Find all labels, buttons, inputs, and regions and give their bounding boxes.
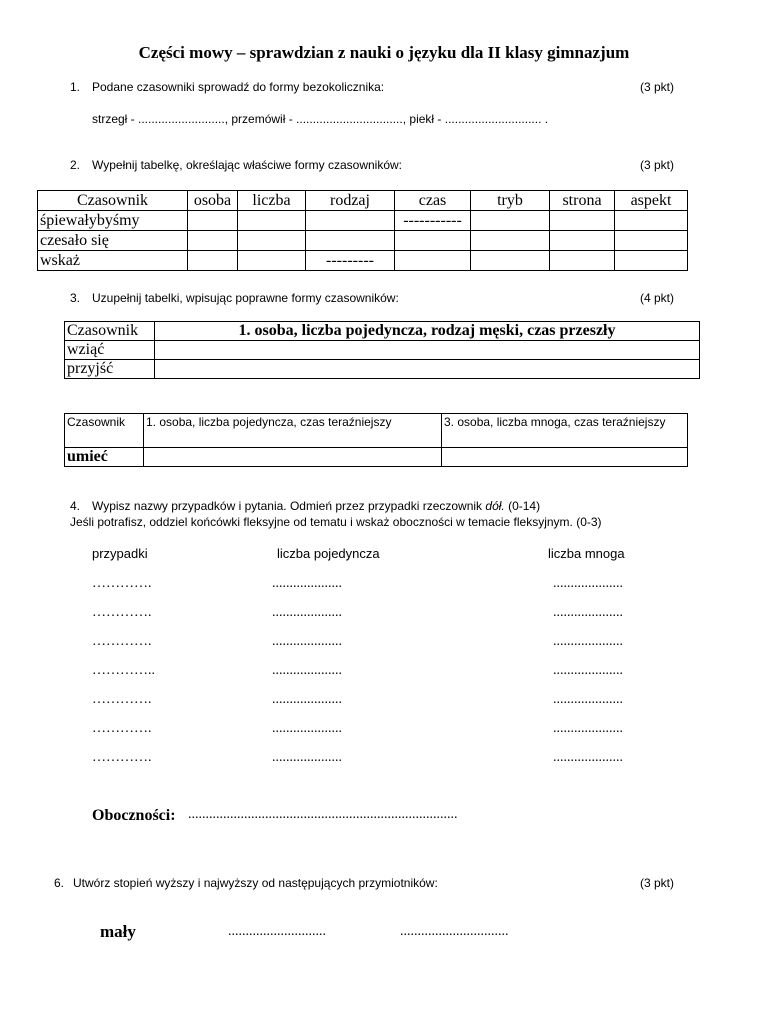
- column-header-cases: przypadki: [92, 546, 148, 561]
- singular-blank[interactable]: ....................: [272, 605, 342, 620]
- answer-cell[interactable]: [155, 360, 700, 379]
- case-blank[interactable]: …………..: [92, 663, 155, 678]
- table-header-row: [38, 191, 688, 211]
- plural-blank[interactable]: ....................: [553, 576, 623, 591]
- verb-cell: czesało się: [38, 231, 188, 251]
- table-header: czas: [395, 191, 471, 211]
- verb-cell: wziąć: [65, 341, 155, 360]
- q1-number: 1.: [70, 80, 81, 94]
- table-header: osoba: [188, 191, 238, 211]
- answer-cell[interactable]: [306, 231, 395, 251]
- table-row: [65, 341, 700, 360]
- table-header: tryb: [471, 191, 550, 211]
- answer-cell[interactable]: [395, 251, 471, 271]
- answer-cell[interactable]: [442, 448, 688, 467]
- verb-cell: umieć: [65, 448, 144, 467]
- answer-cell[interactable]: [550, 211, 615, 231]
- plural-blank[interactable]: ....................: [553, 634, 623, 649]
- case-blank[interactable]: ………….: [92, 634, 152, 649]
- answer-cell[interactable]: [306, 211, 395, 231]
- answer-cell[interactable]: [550, 251, 615, 271]
- answer-cell[interactable]: [188, 231, 238, 251]
- q3-instruction: Uzupełnij tabelki, wpisując poprawne formy czasowników:: [92, 291, 399, 305]
- q4-noun: dół.: [485, 499, 505, 513]
- table-header: 3. osoba, liczba mnoga, czas teraźniejszy: [442, 414, 688, 448]
- table-header: rodzaj: [306, 191, 395, 211]
- answer-cell[interactable]: [144, 448, 442, 467]
- table-header: Czasownik: [38, 191, 188, 211]
- table-header: Czasownik: [65, 322, 155, 341]
- table-header: 1. osoba, liczba pojedyncza, czas teraźniejszy: [144, 414, 442, 448]
- verb-cell: śpiewałybyśmy: [38, 211, 188, 231]
- singular-blank[interactable]: ....................: [272, 663, 342, 678]
- answer-cell[interactable]: [615, 231, 688, 251]
- blocked-cell: -----------: [395, 211, 471, 231]
- table-header: 1. osoba, liczba pojedyncza, rodzaj męski, czas przeszły: [155, 322, 700, 341]
- answer-cell[interactable]: [615, 251, 688, 271]
- q2-number: 2.: [70, 158, 81, 172]
- table-row: [38, 211, 688, 231]
- case-blank[interactable]: ………….: [92, 576, 152, 591]
- column-header-singular: liczba pojedyncza: [277, 546, 380, 561]
- case-blank[interactable]: ………….: [92, 692, 152, 707]
- verb-forms-table: [37, 190, 688, 271]
- singular-blank[interactable]: ....................: [272, 634, 342, 649]
- superlative-blank[interactable]: ...............................: [400, 924, 509, 939]
- case-blank[interactable]: ………….: [92, 721, 152, 736]
- answer-cell[interactable]: [615, 211, 688, 231]
- case-blank[interactable]: ………….: [92, 605, 152, 620]
- q6-number: 6.: [54, 876, 65, 890]
- q4-instruction-text: Wypisz nazwy przypadków i pytania. Odmień przez przypadki rzeczownik: [92, 499, 483, 513]
- blocked-cell: ---------: [306, 251, 395, 271]
- plural-blank[interactable]: ....................: [553, 721, 623, 736]
- answer-cell[interactable]: [238, 251, 306, 271]
- plural-blank[interactable]: ....................: [553, 605, 623, 620]
- case-blank[interactable]: ………….: [92, 750, 152, 765]
- q1-instruction: Podane czasowniki sprowadź do formy bezokolicznika:: [92, 80, 385, 94]
- q2-instruction: Wypełnij tabelkę, określając właściwe formy czasowników:: [92, 158, 403, 172]
- q4-number: 4.: [70, 499, 81, 513]
- answer-cell[interactable]: [238, 231, 306, 251]
- answer-cell[interactable]: [395, 231, 471, 251]
- answer-cell[interactable]: [188, 211, 238, 231]
- q4-extra-instruction: Jeśli potrafisz, oddziel końcówki fleksyjne od tematu i wskaż oboczności w temacie fleksyjnym. (0-3): [70, 515, 602, 529]
- comparative-blank[interactable]: ............................: [228, 924, 326, 939]
- answer-cell[interactable]: [155, 341, 700, 360]
- q3-number: 3.: [70, 291, 81, 305]
- adjective-word: mały: [100, 922, 136, 941]
- table-header-row: [65, 322, 700, 341]
- verb-cell: przyjść: [65, 360, 155, 379]
- plural-blank[interactable]: ....................: [553, 692, 623, 707]
- table-row: [65, 360, 700, 379]
- singular-blank[interactable]: ....................: [272, 721, 342, 736]
- q2-points: (3 pkt): [640, 158, 675, 172]
- q6-points: (3 pkt): [640, 876, 675, 890]
- answer-cell[interactable]: [471, 231, 550, 251]
- table-header: strona: [550, 191, 615, 211]
- answer-cell[interactable]: [238, 211, 306, 231]
- answer-cell[interactable]: [471, 211, 550, 231]
- table-row: [38, 231, 688, 251]
- alternations-label: Oboczności:: [92, 807, 176, 824]
- page-title: Części mowy – sprawdzian z nauki o języku dla II klasy gimnazjum: [138, 43, 630, 62]
- alternations-blank[interactable]: .............................................................................: [188, 807, 458, 822]
- table-header-row: [65, 414, 688, 448]
- q6-instruction: Utwórz stopień wyższy i najwyższy od następujących przymiotników:: [73, 876, 438, 890]
- table-header: aspekt: [615, 191, 688, 211]
- table-header: liczba: [238, 191, 306, 211]
- q3-points: (4 pkt): [640, 291, 675, 305]
- singular-blank[interactable]: ....................: [272, 750, 342, 765]
- column-header-plural: liczba mnoga: [548, 546, 625, 561]
- table-header: Czasownik: [65, 414, 144, 448]
- q4-score: (0-14): [508, 499, 541, 513]
- singular-blank[interactable]: ....................: [272, 576, 342, 591]
- answer-cell[interactable]: [471, 251, 550, 271]
- answer-cell[interactable]: [188, 251, 238, 271]
- plural-blank[interactable]: ....................: [553, 663, 623, 678]
- present-tense-table: [64, 413, 688, 467]
- q1-answer-line: strzegł - .........................., przemówił - ................................, piekł - ............................. .: [92, 112, 549, 126]
- table-row: [38, 251, 688, 271]
- singular-blank[interactable]: ....................: [272, 692, 342, 707]
- verb-cell: wskaż: [38, 251, 188, 271]
- answer-cell[interactable]: [550, 231, 615, 251]
- table-row: [65, 448, 688, 467]
- q1-points: (3 pkt): [640, 80, 675, 94]
- plural-blank[interactable]: ....................: [553, 750, 623, 765]
- past-tense-table: [64, 321, 700, 379]
- q4-instruction: [92, 499, 540, 513]
